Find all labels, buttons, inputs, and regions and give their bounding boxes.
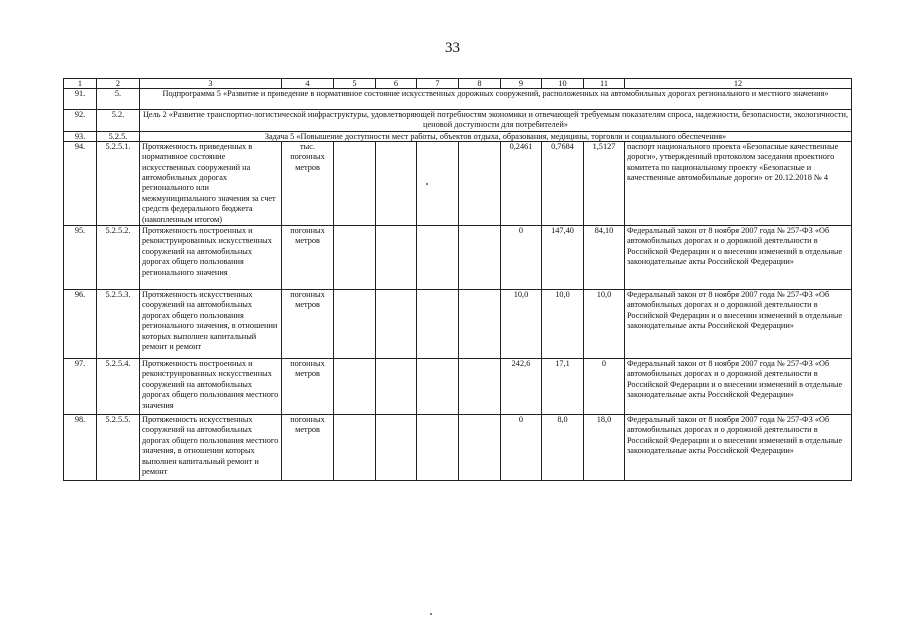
row-number: 93. bbox=[64, 131, 97, 141]
row-number: 91. bbox=[64, 89, 97, 110]
unit-cell: тыс. погонных метров bbox=[282, 141, 334, 225]
value-col-6 bbox=[376, 359, 417, 415]
row-number: 96. bbox=[64, 290, 97, 359]
row-number: 98. bbox=[64, 415, 97, 481]
row-number: 94. bbox=[64, 141, 97, 225]
row-number: 95. bbox=[64, 226, 97, 290]
value-col-6 bbox=[376, 226, 417, 290]
source-document: Федеральный закон от 8 ноября 2007 года № 257-ФЗ «Об автомобильных дорогах и о дорожной деятельности в Российской Федерации и о внесении изменений в отдельные законодательные акты Российской Федерации» bbox=[625, 290, 852, 359]
value-col-7 bbox=[417, 415, 459, 481]
indicator-name: Протяженность искусственных сооружений на автомобильных дорогах общего пользования регионального значения, в отношении которых выполнен капитальный ремонт и ремонт bbox=[140, 290, 282, 359]
value-col-5 bbox=[334, 290, 376, 359]
scan-speck bbox=[426, 183, 428, 185]
indicators-table bbox=[63, 78, 852, 481]
column-number-7: 7 bbox=[417, 79, 459, 89]
task-title: Задача 5 «Повышение доступности мест работы, объектов отдыха, образования, медицины, торговли и социального обеспечения» bbox=[140, 131, 852, 141]
goal-title: Цель 2 «Развитие транспортно-логистической инфраструктуры, удовлетворяющей потребностям экономики и отвечающей требуемым показателям спроса, надежности, безопасности, экологичности, ценовой доступности для потребителей» bbox=[140, 110, 852, 132]
column-number-row bbox=[64, 79, 852, 89]
column-number-8: 8 bbox=[459, 79, 501, 89]
value-col-6 bbox=[376, 290, 417, 359]
row-number: 92. bbox=[64, 110, 97, 132]
value-col-11: 10,0 bbox=[584, 290, 625, 359]
row-code: 5.2.5.5. bbox=[97, 415, 140, 481]
value-col-11: 1,5127 bbox=[584, 141, 625, 225]
unit-cell: погонных метров bbox=[282, 226, 334, 290]
value-col-8 bbox=[459, 226, 501, 290]
column-number-1: 1 bbox=[64, 79, 97, 89]
value-col-9: 0,2461 bbox=[501, 141, 542, 225]
column-number-11: 11 bbox=[584, 79, 625, 89]
column-number-5: 5 bbox=[334, 79, 376, 89]
row-code: 5.2.5.4. bbox=[97, 359, 140, 415]
value-col-10: 147,40 bbox=[542, 226, 584, 290]
value-col-9: 0 bbox=[501, 415, 542, 481]
column-number-2: 2 bbox=[97, 79, 140, 89]
value-col-11: 18,0 bbox=[584, 415, 625, 481]
indicator-name: Протяженность построенных и реконструированных искусственных сооружений на автомобильных дорогах общего пользования местного значения bbox=[140, 359, 282, 415]
value-col-10: 17,1 bbox=[542, 359, 584, 415]
table-row bbox=[64, 226, 852, 290]
table-row bbox=[64, 141, 852, 225]
source-document: паспорт национального проекта «Безопасные качественные дороги», утвержденный протоколом заседания проектного комитета по национальному проекту «Безопасные и качественные автомобильные дороги» от 20.12.2018 № 4 bbox=[625, 141, 852, 225]
value-col-7 bbox=[417, 141, 459, 225]
row-code: 5.2.5.1. bbox=[97, 141, 140, 225]
source-document: Федеральный закон от 8 ноября 2007 года № 257-ФЗ «Об автомобильных дорогах и о дорожной деятельности в Российской Федерации и о внесении изменений в отдельные законодательные акты Российской Федерации» bbox=[625, 226, 852, 290]
value-col-6 bbox=[376, 141, 417, 225]
column-number-10: 10 bbox=[542, 79, 584, 89]
row-code: 5.2.5.2. bbox=[97, 226, 140, 290]
row-code: 5.2.5.3. bbox=[97, 290, 140, 359]
subprogram-row bbox=[64, 89, 852, 110]
value-col-8 bbox=[459, 415, 501, 481]
value-col-8 bbox=[459, 359, 501, 415]
unit-cell: погонных метров bbox=[282, 359, 334, 415]
goal-row bbox=[64, 110, 852, 132]
indicator-name: Протяженность построенных и реконструированных искусственных сооружений на автомобильных дорогах общего пользования регионального значения bbox=[140, 226, 282, 290]
value-col-10: 0,7684 bbox=[542, 141, 584, 225]
scan-speck bbox=[430, 613, 432, 615]
value-col-5 bbox=[334, 226, 376, 290]
value-col-8 bbox=[459, 290, 501, 359]
column-number-6: 6 bbox=[376, 79, 417, 89]
indicator-name: Протяженность приведенных в нормативное состояние искусственных сооружений на автомобильных дорогах регионального или межмуниципального значения за счет средств федерального бюджета (накопленным итогом) bbox=[140, 141, 282, 225]
value-col-10: 10,0 bbox=[542, 290, 584, 359]
source-document: Федеральный закон от 8 ноября 2007 года № 257-ФЗ «Об автомобильных дорогах и о дорожной деятельности в Российской Федерации и о внесении изменений в отдельные законодательные акты Российской Федерации» bbox=[625, 359, 852, 415]
row-code: 5. bbox=[97, 89, 140, 110]
value-col-5 bbox=[334, 415, 376, 481]
column-number-12: 12 bbox=[625, 79, 852, 89]
table-row bbox=[64, 290, 852, 359]
task-row bbox=[64, 131, 852, 141]
value-col-5 bbox=[334, 141, 376, 225]
indicator-name: Протяженность искусственных сооружений на автомобильных дорогах общего пользования местного значения, в отношении которых выполнен капитальный ремонт и ремонт bbox=[140, 415, 282, 481]
subprogram-title: Подпрограмма 5 «Развитие и приведение в нормативное состояние искусственных дорожных сооружений, расположенных на автомобильных дорогах регионального и местного значения» bbox=[140, 89, 852, 110]
column-number-3: 3 bbox=[140, 79, 282, 89]
unit-cell: погонных метров bbox=[282, 415, 334, 481]
value-col-11: 0 bbox=[584, 359, 625, 415]
value-col-5 bbox=[334, 359, 376, 415]
row-code: 5.2.5. bbox=[97, 131, 140, 141]
value-col-6 bbox=[376, 415, 417, 481]
value-col-9: 242,6 bbox=[501, 359, 542, 415]
source-document: Федеральный закон от 8 ноября 2007 года № 257-ФЗ «Об автомобильных дорогах и о дорожной деятельности в Российской Федерации и о внесении изменений в отдельные законодательные акты Российской Федерации» bbox=[625, 415, 852, 481]
value-col-9: 10,0 bbox=[501, 290, 542, 359]
value-col-7 bbox=[417, 226, 459, 290]
table-row bbox=[64, 415, 852, 481]
page-number: 33 bbox=[445, 40, 460, 56]
value-col-10: 8,0 bbox=[542, 415, 584, 481]
unit-cell: погонных метров bbox=[282, 290, 334, 359]
value-col-11: 84,10 bbox=[584, 226, 625, 290]
column-number-4: 4 bbox=[282, 79, 334, 89]
value-col-7 bbox=[417, 359, 459, 415]
column-number-9: 9 bbox=[501, 79, 542, 89]
row-number: 97. bbox=[64, 359, 97, 415]
value-col-7 bbox=[417, 290, 459, 359]
table-row bbox=[64, 359, 852, 415]
row-code: 5.2. bbox=[97, 110, 140, 132]
value-col-8 bbox=[459, 141, 501, 225]
value-col-9: 0 bbox=[501, 226, 542, 290]
